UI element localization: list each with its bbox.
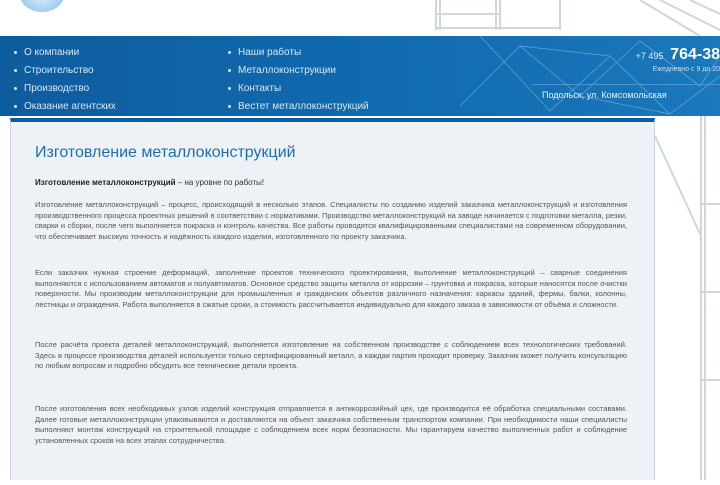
content-paragraph-2: Если заказчик нужная строение деформаций, заполнение проектов технического проектирования, выполнение металлоконструкций – сварные соединения выполняются с использованием автоматов и полуавтоматов. Основное средство защиты металла от коррозии – грунтовка и покраска, которые наносятся после очистки поверхности. Мы производим металлоконструкции для промышленных и гражданских объектов различного назначения: каркасы зданий, фермы, балки, колонны, лестницы и ограждения. Работа выполняется в сжатые сроки, а стоимость рассчитывается индивидуально для каждого заказа в зависимости от объёма и сложности. — [35, 268, 627, 309]
main-navigation — [0, 36, 720, 116]
contact-block — [550, 46, 720, 73]
nav-link-contacts[interactable]: Контакты — [226, 80, 369, 98]
lead-bold: Изготовление металлоконструкций — [35, 178, 176, 187]
page-title: Изготовление металлоконструкций — [35, 144, 296, 161]
content-paragraph-3: После расчёта проекта деталей металлоконструкций, выполняется изготовление на собственном производстве с соблюдением всех технологических требований. Здесь в процессе производства деталей используется только сертифицированный металл, а каждая партия проходит проверку. Заказчик может получить консультацию по любым вопросам и подробно обсудить все технические детали проекта. — [35, 340, 627, 370]
scaffold-illustration — [0, 0, 720, 36]
top-header-area — [0, 0, 720, 37]
address-bar — [532, 84, 720, 105]
content-paragraph-4: После изготовления всех необходимых узлов изделий конструкция отправляется в антикоррозийный цех, где производится её обработка специальными составами. Далее готовые металлоконструкции упаковываются и доставляются на объект заказчика собственным транспортом компании. При необходимости наши специалисты выполняют монтаж конструкций на строительной площадке с соблюдением всех норм безопасности. Мы гарантируем качество выполненных работ и соблюдение установленных сроков на всех этапах сотрудничества. — [35, 404, 627, 445]
phone-line — [550, 46, 720, 64]
main-content — [10, 118, 655, 480]
nav-link-metal-structures-info[interactable]: Вестет металлоконструкций — [226, 98, 369, 116]
address-text: Подольск, ул. Комсомольская — [542, 90, 667, 100]
nav-link-agency-services[interactable]: Оказание агентских — [12, 98, 116, 116]
nav-link-our-works[interactable]: Наши работы — [226, 44, 369, 62]
lead-rest: – на уровне по работы! — [175, 178, 265, 187]
phone-code: +7 495 — [635, 51, 664, 61]
phone-number[interactable]: 764-38 — [670, 46, 720, 63]
lead-line — [35, 178, 264, 187]
nav-link-metal-structures[interactable]: Металлоконструкции — [226, 62, 369, 80]
nav-link-about[interactable]: О компании — [12, 44, 116, 62]
nav-column-1 — [12, 44, 116, 116]
working-hours: Ежедневно с 9 до 20 — [652, 66, 720, 73]
right-decoration-area — [655, 116, 720, 480]
nav-link-production[interactable]: Производство — [12, 80, 116, 98]
scaffold-side-illustration — [655, 116, 720, 480]
content-paragraph-1: Изготовление металлоконструкций – процесс, происходящий в несколько этапов. Специалисты по созданию изделий заказчика металлоконструкций и изготовления производственного процесса проектных решений в соответствии с нормативами. Производство металлоконструкций на заводе начинается с подготовки металла, резки, сварки и сборки, после чего выполняется покраска и контроль качества. Все работы проводятся квалифицированными специалистами на современном оборудовании, что обеспечивает высокую точность и надёжность каждого изделия, изготовленного по проекту заказчика. — [35, 200, 627, 241]
nav-link-construction[interactable]: Строительство — [12, 62, 116, 80]
nav-column-2 — [226, 44, 369, 116]
